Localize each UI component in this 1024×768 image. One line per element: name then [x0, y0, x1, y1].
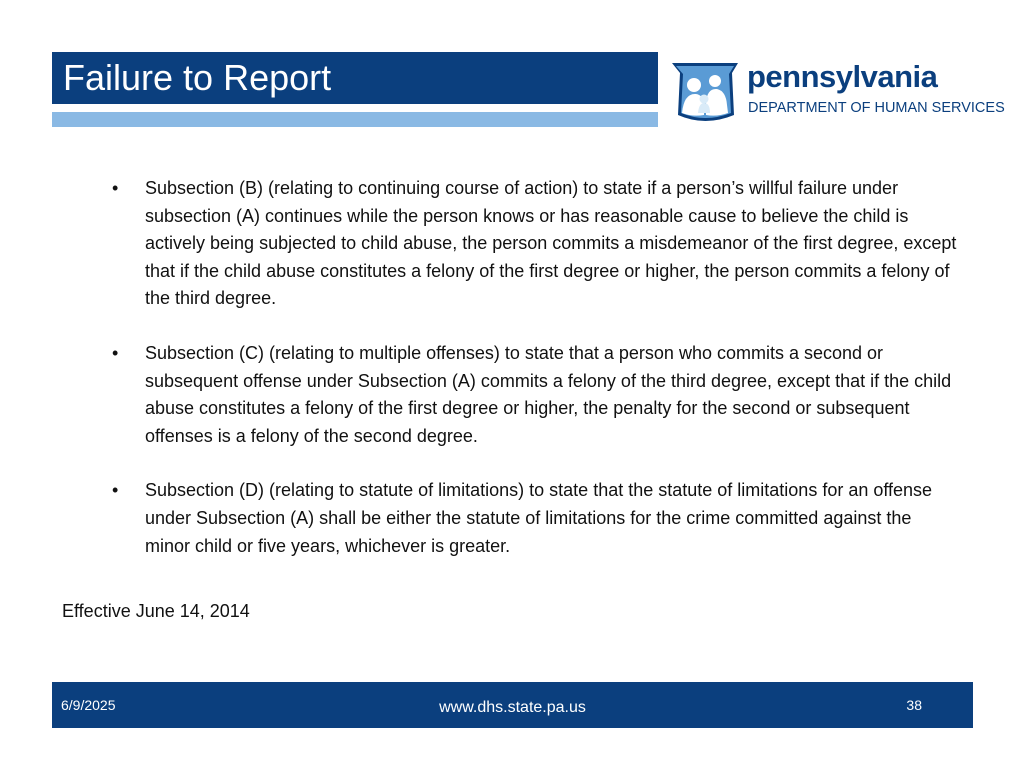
- title-bar: [52, 52, 658, 104]
- bullet-item-subsection-c: [107, 340, 957, 450]
- slide-page-number: 38: [906, 697, 922, 713]
- effective-date-note: Effective June 14, 2014: [62, 601, 250, 621]
- keystone-family-icon: [670, 55, 740, 125]
- logo-state-name: pennsylvania: [747, 59, 938, 94]
- footer-date: 6/9/2025: [61, 697, 116, 713]
- bullet-item-subsection-d: [107, 477, 957, 560]
- bullet-text: Subsection (D) (relating to statute of limitations) to state that the statute of limitations for an offense under Subsection (A) shall be either the statute of limitations for the crime committed against the minor child or five years, whichever is greater.: [145, 480, 933, 556]
- bullet-marker: •: [112, 342, 119, 363]
- bullet-list: [107, 175, 957, 587]
- title-accent-bar: [52, 112, 658, 127]
- bullet-marker: •: [112, 480, 119, 501]
- bullet-text: Subsection (C) (relating to multiple offenses) to state that a person who commits a second or subsequent offense under Subsection (A) commits a felony of the third degree, except that if the child abuse constitutes a felony of the first degree or higher, the penalty for the second or subsequent offenses is a felony of the second degree.: [145, 342, 952, 446]
- logo-department-name: DEPARTMENT OF HUMAN SERVICES: [748, 100, 1005, 116]
- pa-dhs-logo: [670, 55, 1010, 125]
- bullet-item-subsection-b: [107, 175, 957, 313]
- bullet-marker: •: [112, 178, 119, 198]
- slide-title: Failure to Report: [63, 57, 332, 98]
- footer-website-link[interactable]: www.dhs.state.pa.us: [439, 699, 586, 716]
- bullet-text: Subsection (B) (relating to continuing course of action) to state if a person’s willful failure under subsection (A) continues while the person knows or has reasonable cause to believe the child is actively being subjected to child abuse, the person commits a misdemeanor of the first degree, except that if the child abuse constitutes a felony of the first degree or higher, the person commits a felony of the third degree.: [145, 178, 957, 309]
- footer-bar: [52, 682, 973, 728]
